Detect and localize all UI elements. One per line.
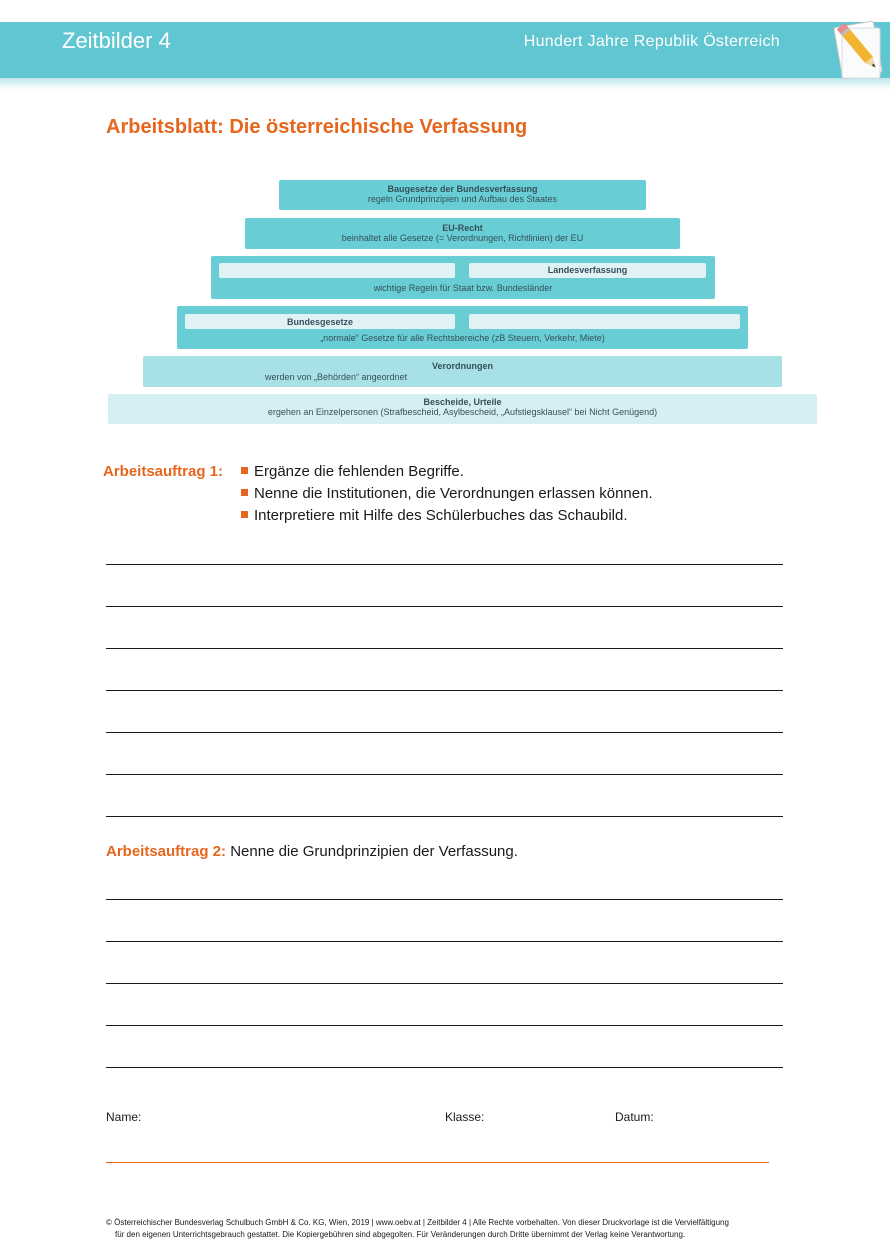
pyramid-tier-verordnungen — [143, 356, 782, 387]
tier-description: regeln Grundprinzipien und Aufbau des Staates — [367, 194, 558, 204]
tier-description: wichtige Regeln für Staat bzw. Bundesländer — [373, 283, 553, 293]
tier-description: beinhaltet alle Gesetze (= Verordnungen, Richtlinien) der EU — [341, 233, 584, 243]
answer-line[interactable] — [106, 690, 783, 691]
task1-item — [241, 463, 464, 480]
answer-line[interactable] — [106, 983, 783, 984]
task2 — [106, 843, 518, 860]
meta-divider — [106, 1162, 769, 1163]
answer-line[interactable] — [106, 648, 783, 649]
answer-line[interactable] — [106, 1067, 783, 1068]
blank-field-left[interactable] — [219, 263, 455, 278]
blank-field-right[interactable] — [469, 314, 740, 329]
answer-line[interactable] — [106, 941, 783, 942]
answer-line[interactable] — [106, 816, 783, 817]
tier-description: ergehen an Einzelpersonen (Strafbescheid, Asylbescheid, „Aufstiegsklausel“ bei Nicht Genügend) — [267, 407, 658, 417]
task1-item-text: Ergänze die fehlenden Begriffe. — [254, 463, 464, 480]
tier-description: „normale“ Gesetze für alle Rechtsbereiche (zB Steuern, Verkehr, Miete) — [320, 333, 605, 343]
answer-line[interactable] — [106, 564, 783, 565]
tier-title: Verordnungen — [431, 361, 493, 371]
task1-item — [241, 485, 653, 502]
tier-title: Bescheide, Urteile — [423, 397, 502, 407]
date-label: Datum: — [615, 1110, 654, 1124]
tier-title: Baugesetze der Bundesverfassung — [387, 184, 538, 194]
series-title: Zeitbilder 4 — [62, 28, 171, 53]
pyramid-tier-baugesetze — [279, 180, 646, 210]
footer-line-1: © Österreichischer Bundesverlag Schulbuch GmbH & Co. KG, Wien, 2019 | www.oebv.at | Zeitbilder 4 | Alle Rechte vorbehalten. Von dieser Druckvorlage ist die Vervielfältigung — [106, 1218, 729, 1227]
task2-label: Arbeitsauftrag 2: — [106, 843, 227, 860]
task1-item-text: Nenne die Institutionen, die Verordnungen erlassen können. — [254, 485, 653, 502]
task1-item — [241, 507, 628, 524]
pyramid-tier-bescheide-urteile — [108, 394, 817, 424]
answer-line[interactable] — [106, 1025, 783, 1026]
tier-description: werden von „Behörden“ angeordnet — [265, 372, 408, 382]
task1-item-text: Interpretiere mit Hilfe des Schülerbuches das Schaubild. — [254, 507, 628, 524]
pyramid-tier-eu-recht — [245, 218, 680, 249]
square-bullet-icon — [241, 489, 248, 496]
header-banner-fade — [0, 78, 890, 90]
footer-line-2: für den eigenen Unterrichtsgebrauch gestattet. Die Kopiergebühren sind abgegolten. Für Veränderungen durch Dritte übernimmt der Verlag keine Verantwortung. — [115, 1230, 686, 1239]
pyramid-tier-bundesgesetze — [177, 306, 748, 349]
tier-label: Bundesgesetze — [286, 317, 354, 327]
answer-line[interactable] — [106, 606, 783, 607]
copyright-footer — [106, 1217, 796, 1241]
answer-line[interactable] — [106, 899, 783, 900]
answer-line[interactable] — [106, 732, 783, 733]
worksheet-title: Arbeitsblatt: Die österreichische Verfassung — [106, 116, 528, 138]
pyramid-tier-landesverfassung — [211, 256, 715, 299]
answer-line[interactable] — [106, 774, 783, 775]
tier-title: EU-Recht — [442, 223, 483, 233]
class-label: Klasse: — [445, 1110, 485, 1124]
square-bullet-icon — [241, 511, 248, 518]
task1-label: Arbeitsauftrag 1: — [103, 463, 224, 480]
tier-label: Landesverfassung — [547, 265, 628, 275]
pencil-note-icon — [832, 16, 886, 82]
square-bullet-icon — [241, 467, 248, 474]
topic-title: Hundert Jahre Republik Österreich — [523, 33, 780, 50]
task2-text: Nenne die Grundprinzipien der Verfassung. — [230, 843, 518, 860]
name-label: Name: — [106, 1110, 142, 1124]
